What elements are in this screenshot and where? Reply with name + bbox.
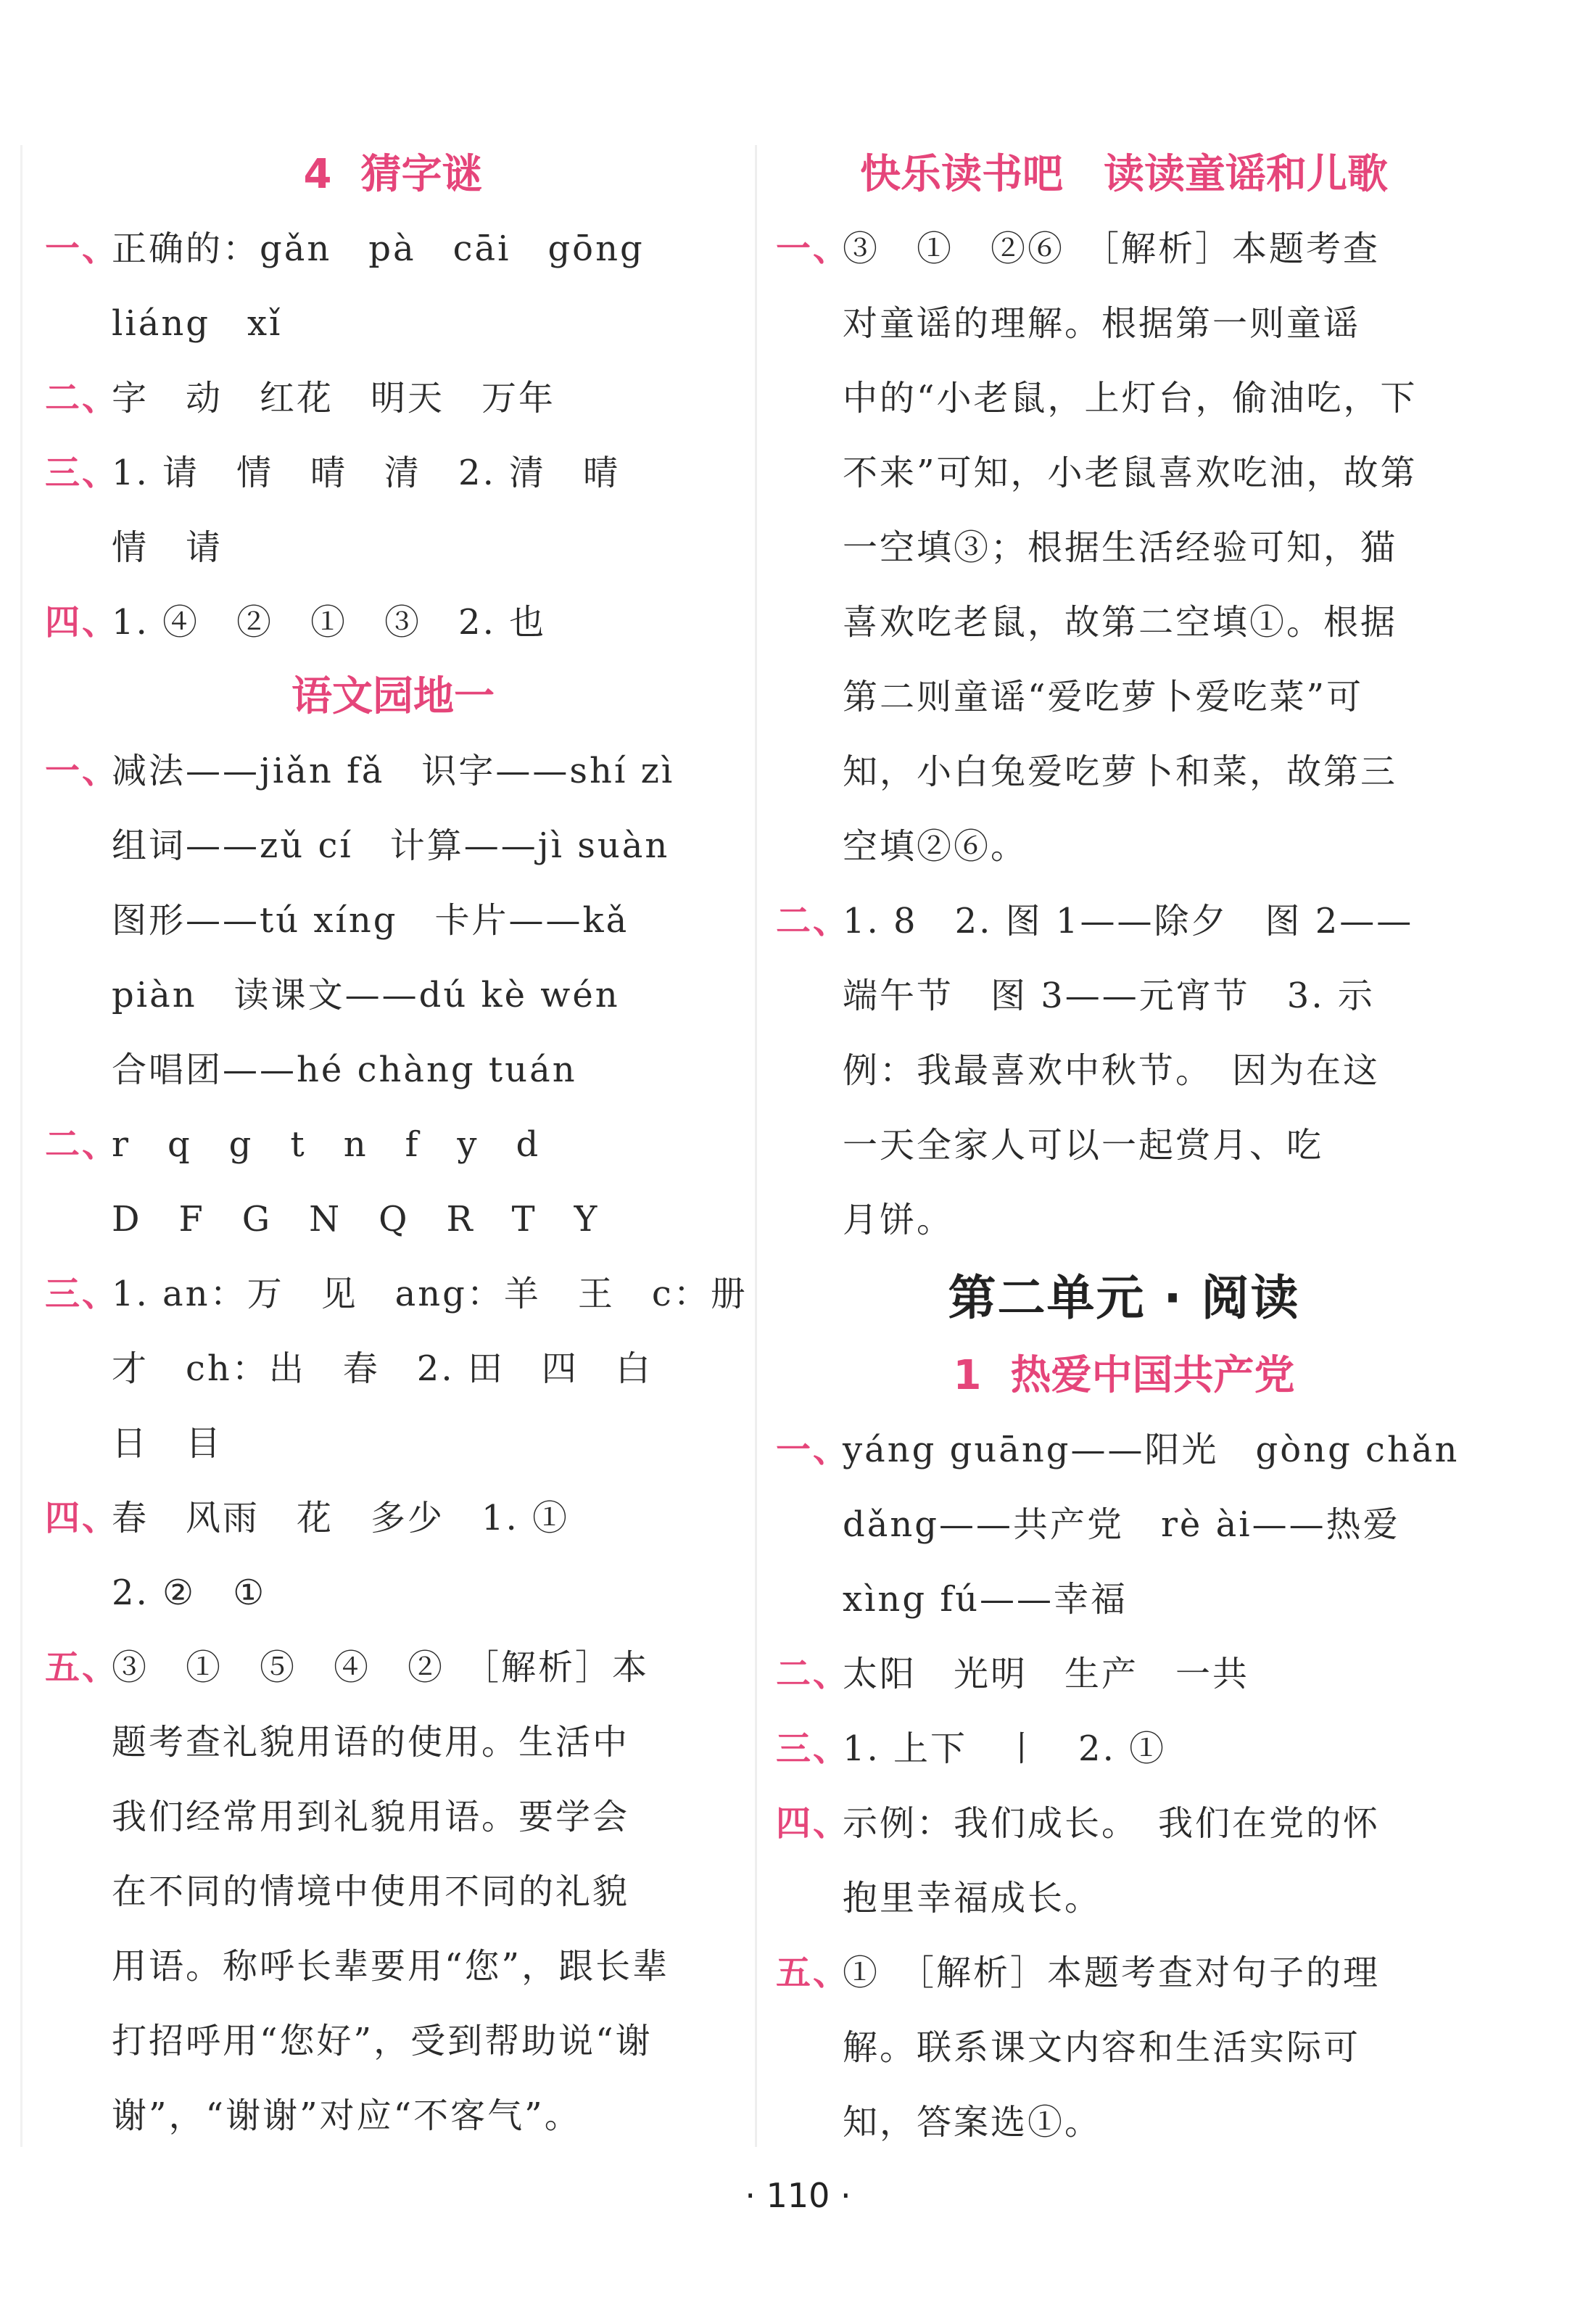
- answer-line: 例：我最喜欢中秋节。 因为在这: [843, 1050, 1381, 1091]
- answer-line: 月饼。: [843, 1200, 954, 1240]
- question-marker: 四、: [45, 602, 120, 643]
- answer-line: 知，小白兔爱吃萝卜和菜，故第三: [843, 751, 1398, 792]
- answer-line: 知，答案选①。: [843, 2102, 1102, 2143]
- section-title-reai-gongchandang: [776, 1339, 1472, 1413]
- answer-group: [776, 1413, 1472, 2160]
- answer-line: ③ ① ②⑥ ［解析］本题考查: [843, 228, 1381, 269]
- question-marker: 二、: [45, 1124, 120, 1165]
- answer-line: 2. ② ①: [112, 1572, 267, 1613]
- section-number: 4: [303, 151, 332, 198]
- answer-line: 1. 8 2. 图 1——除夕 图 2——: [843, 901, 1414, 941]
- answer-line: 一空填③；根据生活经验可知，猫: [843, 527, 1398, 568]
- section-number: 1: [953, 1352, 982, 1399]
- answer-line: 正确的：gǎn pà cāi gōng: [112, 228, 645, 269]
- answer-line: 日 目: [112, 1423, 223, 1464]
- answer-line: 太阳 光明 生产 一共: [843, 1654, 1250, 1694]
- answer-item: [776, 1936, 1472, 2160]
- answer-line: 题考查礼貌用语的使用。生活中: [112, 1722, 630, 1763]
- answer-line: 在不同的情境中使用不同的礼貌: [112, 1871, 630, 1912]
- answer-item: [45, 1481, 741, 1631]
- answer-item: [776, 884, 1472, 1258]
- answer-line: 打招呼用“您好”，受到帮助说“谢: [112, 2021, 653, 2061]
- left-column: [45, 138, 748, 2153]
- answer-line: 图形——tú xíng 卡片——kǎ: [112, 900, 629, 941]
- answer-line: 中的“小老鼠，上灯台，偷油吃，下: [843, 378, 1418, 419]
- left-edge-line: [20, 145, 22, 2147]
- question-marker: 三、: [776, 1728, 851, 1769]
- question-marker: 二、: [45, 378, 120, 419]
- answer-line: 谢”，“谢谢”对应“不客气”。: [112, 2095, 582, 2136]
- answer-item: [776, 1413, 1472, 1637]
- answer-line: ③ ① ⑤ ④ ② ［解析］本: [112, 1647, 650, 1688]
- answer-item: [45, 1631, 741, 2153]
- question-marker: 三、: [45, 453, 120, 493]
- section-title-yuwen-yuandi: 语文园地一: [292, 673, 495, 720]
- answer-line: 1. ④ ② ① ③ 2. 也: [112, 602, 547, 643]
- answer-line: 空填②⑥。: [843, 826, 1028, 867]
- answer-line: 示例：我们成长。 我们在党的怀: [843, 1803, 1381, 1844]
- answer-group: [45, 734, 748, 2153]
- answer-line: 端午节 图 3——元宵节 3. 示: [843, 976, 1375, 1016]
- answer-group: [776, 212, 1472, 1258]
- answer-item: [776, 1786, 1472, 1936]
- page-number: · 110 ·: [745, 2176, 851, 2215]
- question-marker: 五、: [45, 1647, 120, 1688]
- section-title-text: 热爱中国共产党: [1010, 1352, 1295, 1399]
- answer-line: piàn 读课文——dú kè wén: [112, 975, 620, 1015]
- answer-line: 对童谣的理解。根据第一则童谣: [843, 303, 1361, 344]
- answer-group: [45, 212, 741, 660]
- question-marker: 一、: [45, 751, 120, 791]
- answer-line: ① ［解析］本题考查对句子的理: [843, 1953, 1381, 1993]
- answer-line: 1. 上下 丨 2. ①: [843, 1728, 1167, 1769]
- answer-item: [45, 1257, 748, 1481]
- answer-item: [776, 212, 1472, 884]
- section-title-caizimi: [45, 138, 741, 212]
- answer-line: 1. an：万 见 ang：羊 王 c：册: [112, 1274, 748, 1314]
- question-marker: 二、: [776, 901, 851, 941]
- answer-line: 组词——zǔ cí 计算——jì suàn: [112, 825, 670, 866]
- answer-line: 一天全家人可以一起赏月、吃: [843, 1125, 1324, 1166]
- question-marker: 五、: [776, 1953, 851, 1993]
- answer-item: [776, 1637, 1472, 1712]
- answer-item: [45, 436, 741, 585]
- answer-line: liáng xǐ: [112, 303, 283, 344]
- answer-line: xìng fú——幸福: [843, 1579, 1128, 1620]
- answer-line: 情 请: [112, 527, 223, 568]
- question-marker: 二、: [776, 1654, 851, 1694]
- question-marker: 三、: [45, 1274, 120, 1314]
- answer-line: 合唱团——hé chàng tuán: [112, 1050, 577, 1090]
- answer-item: [45, 212, 741, 361]
- answer-item: [45, 1108, 741, 1257]
- answer-line: D F G N Q R T Y: [112, 1199, 600, 1240]
- answer-item: [45, 734, 741, 1108]
- answer-line: 解。联系课文内容和生活实际可: [843, 2027, 1361, 2068]
- answer-line: dǎng——共产党 rè ài——热爱: [843, 1504, 1400, 1545]
- question-marker: 一、: [776, 228, 851, 269]
- answer-item: [776, 1712, 1472, 1786]
- column-divider: [755, 145, 757, 2147]
- answer-line: 我们经常用到礼貌用语。要学会: [112, 1797, 630, 1837]
- answer-item: [45, 361, 741, 436]
- right-column: [776, 138, 1472, 2160]
- question-marker: 四、: [776, 1803, 851, 1844]
- answer-line: 春 风雨 花 多少 1. ①: [112, 1498, 570, 1538]
- answer-line: 不来”可知，小老鼠喜欢吃油，故第: [843, 453, 1418, 493]
- section-title-kuaile-dushu: 快乐读书吧 读读童谣和儿歌: [860, 151, 1388, 198]
- answer-line: r q g t n f y d: [112, 1124, 541, 1165]
- answer-line: 字 动 红花 明天 万年: [112, 378, 556, 419]
- answer-line: 减法——jiǎn fǎ 识字——shí zì: [112, 751, 675, 791]
- question-marker: 一、: [45, 228, 120, 269]
- answer-line: 才 ch：出 春 2. 田 四 白: [112, 1348, 653, 1389]
- question-marker: 一、: [776, 1430, 851, 1470]
- answer-item: [45, 585, 741, 660]
- unit-title: 第二单元 · 阅读: [948, 1270, 1300, 1326]
- answer-line: 用语。称呼长辈要用“您”，跟长辈: [112, 1946, 670, 1987]
- answer-line: 抱里幸福成长。: [843, 1878, 1102, 1918]
- question-marker: 四、: [45, 1498, 120, 1538]
- answer-line: 第二则童谣“爱吃萝卜爱吃菜”可: [843, 677, 1364, 717]
- answer-line: yáng guāng——阳光 gòng chǎn: [843, 1430, 1460, 1470]
- answer-line: 喜欢吃老鼠，故第二空填①。根据: [843, 602, 1398, 643]
- section-title-text: 猜字谜: [360, 151, 483, 198]
- answer-line: 1. 请 情 晴 清 2. 清 晴: [112, 453, 621, 493]
